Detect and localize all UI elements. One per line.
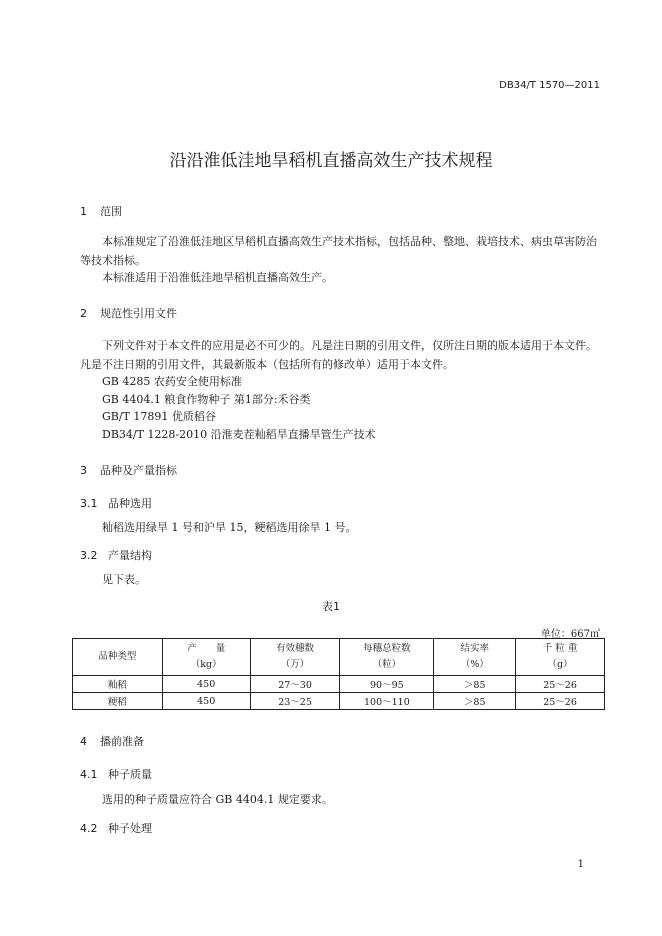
column-header-name: 品种类型 (98, 651, 137, 662)
table-cell: ＞85 (434, 676, 516, 693)
yield-structure-table (72, 638, 605, 710)
column-header-name: 产 量 (187, 643, 226, 654)
table-cell: 100～110 (340, 693, 434, 710)
table-cell: 25～26 (516, 676, 605, 693)
yield-structure-text: 见下表。 (102, 573, 146, 586)
subsection-title: 产量结构 (108, 549, 152, 562)
column-header-name: 结实率 (460, 643, 489, 654)
column-header (250, 639, 340, 676)
section-heading-varieties (80, 462, 177, 478)
section-number: 2 (80, 307, 87, 320)
column-header-name: 千 粒 重 (542, 643, 578, 654)
reference-item: DB34/T 1228-2010 沿淮麦茬籼稻旱直播旱管生产技术 (102, 428, 376, 441)
references-intro: 下列文件对于本文件的应用是必不可少的。凡是注日期的引用文件，仅所注日期的版本适用于本文件。凡是不注日期的引用文件，其最新版本（包括所有的修改单）适用于本文件。 (80, 339, 597, 371)
table-cell: 25～26 (516, 693, 605, 710)
page-number: 1 (577, 859, 584, 870)
column-header-name: 有效穗数 (276, 643, 315, 654)
table-cell: 450 (162, 693, 250, 710)
section-number: 1 (80, 205, 87, 218)
subsection-number: 3.1 (80, 497, 98, 510)
column-header-unit: （g） (547, 659, 573, 670)
column-header-unit: （粒） (372, 659, 402, 670)
table-row (73, 693, 605, 710)
table-cell: 23～25 (250, 693, 340, 710)
table-cell: 籼稻 (73, 676, 163, 693)
table-cell: 90～95 (340, 676, 434, 693)
subsection-heading-seed-quality (80, 766, 152, 782)
document-code: DB34/T 1570—2011 (499, 80, 600, 91)
subsection-heading-seed-treatment (80, 820, 152, 836)
section-heading-pre-sowing (80, 733, 144, 749)
scope-paragraph: 本标准规定了沿淮低洼地区旱稻机直播高效生产技术指标，包括品种、整地、栽培技术、病虫草害防治等技术指标。 (80, 235, 597, 267)
seed-quality-text: 选用的种子质量应符合 GB 4404.1 规定要求。 (102, 793, 333, 806)
subsection-title: 种子处理 (108, 822, 152, 835)
column-header (434, 639, 516, 676)
subsection-title: 种子质量 (108, 768, 152, 781)
column-header (73, 639, 163, 676)
table-header-row (73, 639, 605, 676)
section-number: 3 (80, 464, 87, 477)
table-cell: ＞85 (434, 693, 516, 710)
page-title: 沿沿淮低洼地旱稻机直播高效生产技术规程 (169, 151, 493, 171)
reference-item: GB/T 17891 优质稻谷 (102, 410, 216, 423)
section-heading-scope (80, 203, 122, 219)
variety-selection-text: 籼稻选用绿旱 1 号和沪旱 15，粳稻选用徐旱 1 号。 (102, 521, 357, 534)
subsection-number: 4.2 (80, 822, 98, 835)
subsection-number: 4.1 (80, 768, 98, 781)
column-header (340, 639, 434, 676)
column-header (516, 639, 605, 676)
section-title: 范围 (100, 205, 122, 218)
section-heading-references (80, 305, 177, 321)
column-header-name: 每穗总粒数 (363, 643, 411, 654)
reference-item: GB 4404.1 粮食作物种子 第1部分:禾谷类 (102, 393, 311, 406)
column-header-unit: （%） (460, 659, 489, 670)
subsection-heading-variety-selection (80, 495, 152, 511)
table-unit: 单位：667㎡ (540, 629, 600, 640)
table-row (73, 676, 605, 693)
section-title: 品种及产量指标 (100, 464, 177, 477)
column-header (162, 639, 250, 676)
table-cell: 450 (162, 676, 250, 693)
column-header-unit: （万） (280, 659, 310, 670)
section-title: 播前准备 (100, 735, 144, 748)
scope-applicability: 本标准适用于沿淮低洼地旱稻机直播高效生产。 (102, 271, 333, 284)
table-caption: 表1 (322, 600, 340, 613)
table-cell: 粳稻 (73, 693, 163, 710)
table-cell: 27～30 (250, 676, 340, 693)
section-number: 4 (80, 735, 87, 748)
subsection-title: 品种选用 (108, 497, 152, 510)
subsection-heading-yield-structure (80, 547, 152, 563)
reference-item: GB 4285 农药安全使用标准 (102, 375, 242, 388)
section-title: 规范性引用文件 (100, 307, 177, 320)
subsection-number: 3.2 (80, 549, 98, 562)
column-header-unit: （kg） (190, 659, 222, 670)
